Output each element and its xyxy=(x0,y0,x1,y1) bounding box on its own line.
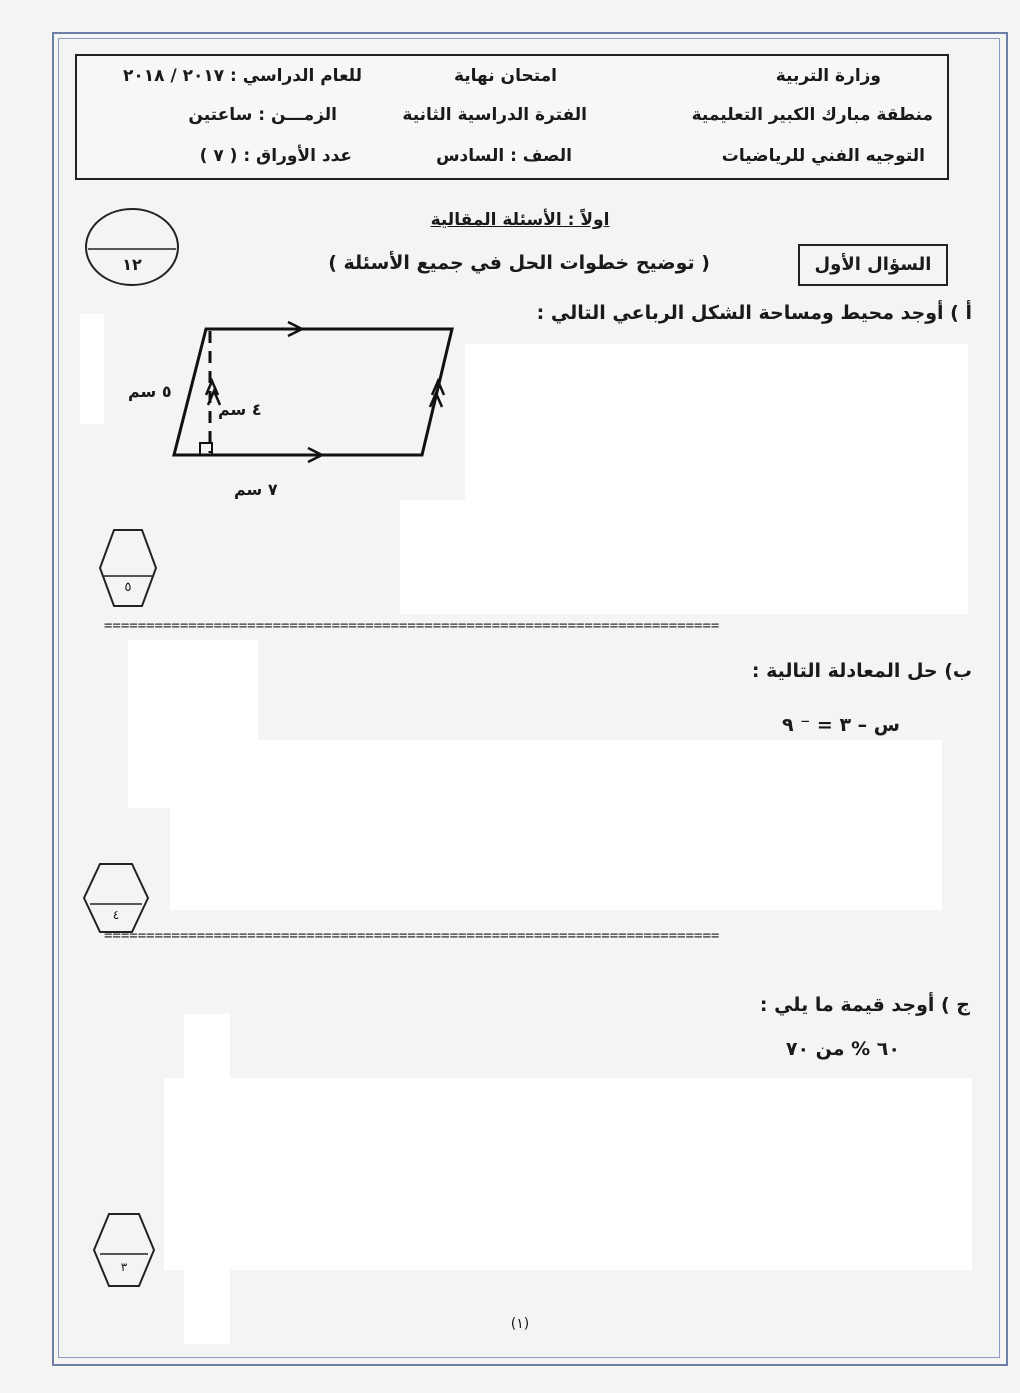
question-b-text: ب) حل المعادلة التالية : xyxy=(751,660,972,682)
answer-space xyxy=(80,314,104,424)
score-hexagon-a xyxy=(98,528,158,608)
question-label-box: السؤال الأول xyxy=(798,244,948,286)
equation: س – ٣ = ⁻ ٩ xyxy=(782,714,900,736)
right-angle-icon xyxy=(200,443,212,455)
answer-space-b xyxy=(170,740,942,910)
exam-duration: الزمـــن : ساعتين xyxy=(188,105,337,125)
instruction: ( توضيح خطوات الحل في جميع الأسئلة ) xyxy=(328,252,710,274)
score-hexagon-b xyxy=(82,862,150,934)
section-title: اولاً : الأسئلة المقالية xyxy=(430,210,610,230)
term-label: الفترة الدراسية الثانية xyxy=(402,105,587,125)
score-hexagon-c xyxy=(92,1212,156,1288)
exam-title: امتحان نهاية xyxy=(453,66,557,86)
academic-year: للعام الدراسي : ٢٠١٧ / ٢٠١٨ xyxy=(123,66,362,86)
question-a-text: أ ) أوجد محيط ومساحة الشكل الرباعي التالي : xyxy=(536,302,972,324)
score-c: ٣ xyxy=(120,1260,128,1274)
score-a: ٥ xyxy=(124,580,132,595)
separator-line: ========================================================================= xyxy=(104,928,720,944)
district-label: منطقة مبارك الكبير التعليمية xyxy=(691,105,933,125)
supervision-label: التوجيه الفني للرياضيات xyxy=(721,146,925,166)
separator-line: ========================================================================= xyxy=(104,618,720,634)
answer-space-a-lower xyxy=(400,500,968,614)
page-count: عدد الأوراق : ( ٧ ) xyxy=(199,146,352,166)
grade-label: الصف : السادس xyxy=(436,146,572,166)
ministry-label: وزارة التربية xyxy=(775,66,881,86)
total-score: ١٢ xyxy=(122,255,142,274)
score-b: ٤ xyxy=(112,908,120,922)
expression: ٦٠ % من ٧٠ xyxy=(785,1038,900,1060)
question-c-text: ج ) أوجد قيمة ما يلي : xyxy=(759,994,970,1016)
base-label: ٧ سم xyxy=(234,480,278,499)
exam-header xyxy=(75,54,949,180)
side-label: ٥ سم xyxy=(128,382,172,401)
parallelogram-figure xyxy=(120,315,470,505)
page-number: (١) xyxy=(510,1316,530,1332)
answer-space-c xyxy=(164,1078,972,1270)
height-label: ٤ سم xyxy=(218,400,262,419)
answer-space-a xyxy=(465,344,968,509)
total-score-circle xyxy=(84,207,180,287)
